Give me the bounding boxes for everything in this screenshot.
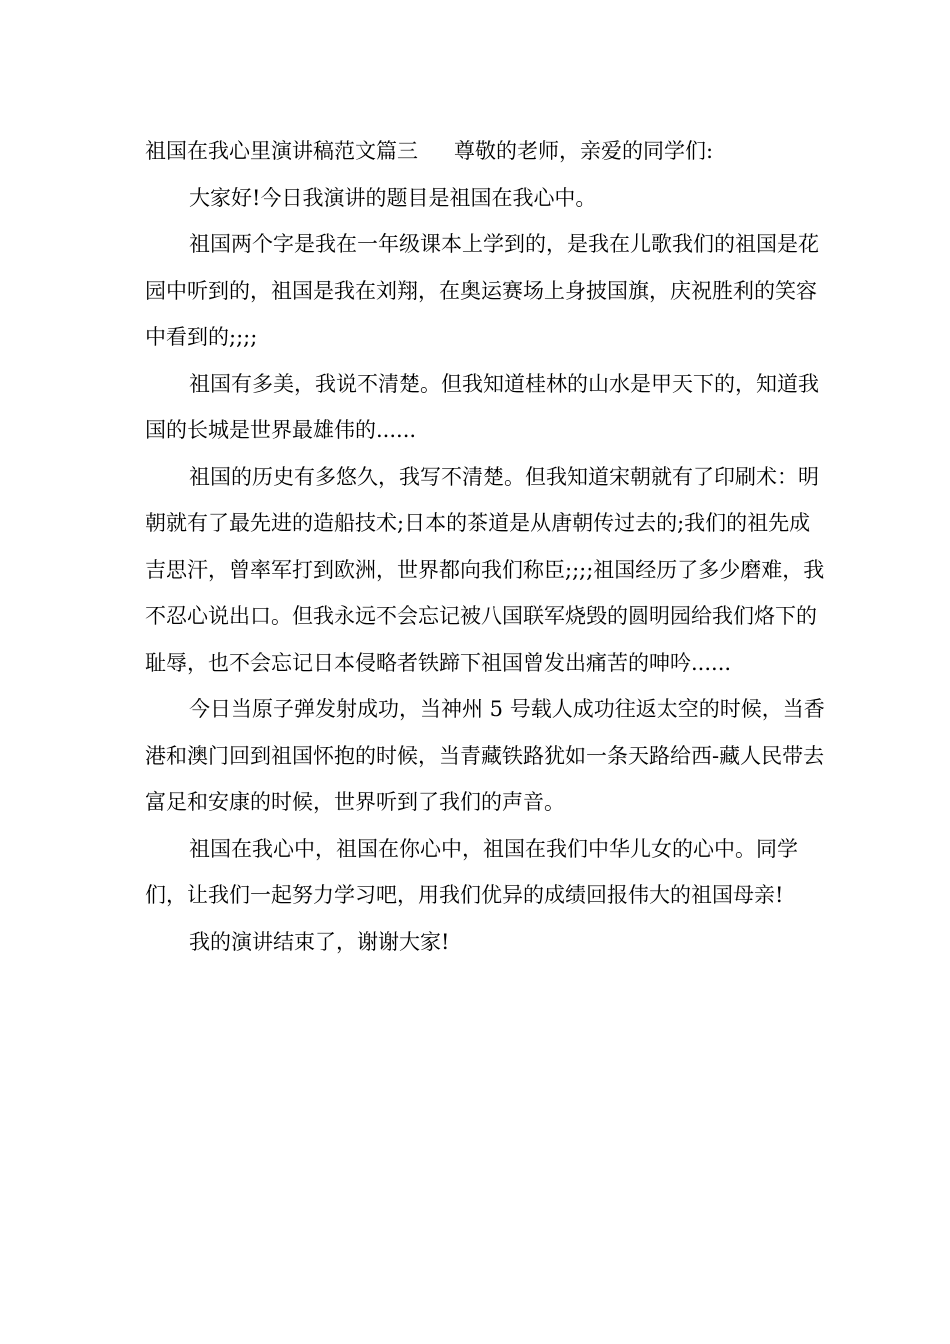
title-line [145,128,825,175]
paragraph-4: 祖国的历史有多悠久，我写不清楚。但我知道宋朝就有了印刷术：明朝就有了最先进的造船技术;日本的茶道是从唐朝传过去的;我们的祖先成吉思汗，曾率军打到欧洲，世界都向我们称臣;;;;祖国经历了多少磨难，我不忍心说出口。但我永远不会忘记被八国联军烧毁的圆明园给我们烙下的耻辱，也不会忘记日本侵略者铁蹄下祖国曾发出痛苦的呻吟...... [145,464,825,675]
paragraph-1: 大家好!今日我演讲的题目是祖国在我心中。 [189,185,597,210]
paragraph-7: 我的演讲结束了，谢谢大家! [189,929,450,954]
paragraph-6: 祖国在我心中，祖国在你心中，祖国在我们中华儿女的心中。同学们，让我们一起努力学习吧，用我们优异的成绩回报伟大的祖国母亲! [145,836,798,907]
paragraph-5: 今日当原子弹发射成功，当神州 5 号载人成功往返太空的时候，当香港和澳门回到祖国怀抱的时候，当青藏铁路犹如一条天路给西-藏人民带去富足和安康的时候，世界听到了我们的声音。 [145,697,825,814]
salutation: 尊敬的老师，亲爱的同学们: [454,139,714,163]
document-body [145,128,825,965]
document-title: 祖国在我心里演讲稿范文篇三 [145,139,418,163]
paragraph-2: 祖国两个字是我在一年级课本上学到的，是我在儿歌我们的祖国是花园中听到的，祖国是我在刘翔，在奥运赛场上身披国旗，庆祝胜利的笑容中看到的;;;; [145,232,819,349]
paragraph-3: 祖国有多美，我说不清楚。但我知道桂林的山水是甲天下的，知道我国的长城是世界最雄伟的...... [145,371,819,442]
